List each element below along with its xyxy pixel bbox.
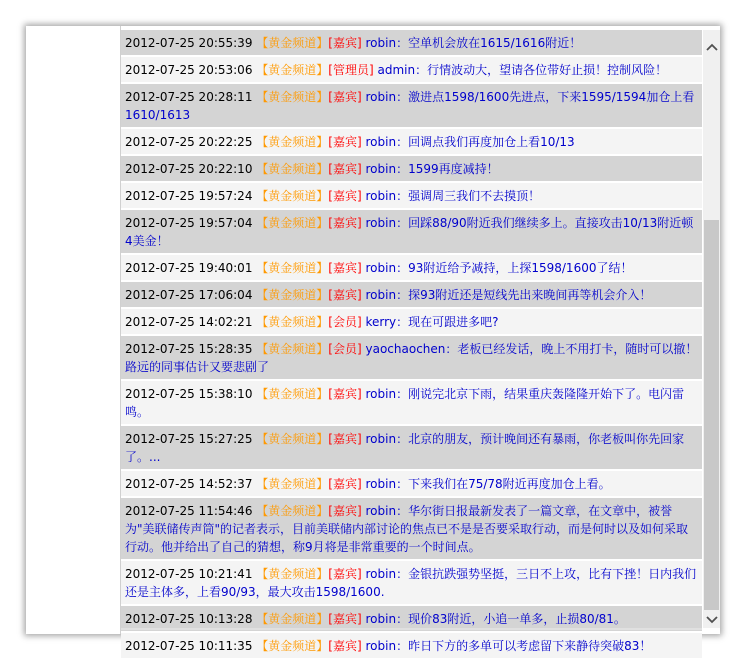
message-user[interactable]: robin: [365, 135, 397, 149]
message-text: ：探93附近还是短线先出来晚间再等机会介入！: [396, 288, 652, 302]
message-text: ：回调点我们再度加仓上看10/13: [396, 135, 575, 149]
message-user[interactable]: robin: [365, 162, 397, 176]
message-role: [嘉宾]: [328, 387, 362, 401]
message-channel: 【黄金频道】: [256, 135, 329, 149]
message-channel: 【黄金频道】: [256, 261, 329, 275]
feed-bottom-border: [121, 628, 702, 630]
message-channel: 【黄金频道】: [256, 288, 329, 302]
message-row: [121, 84, 702, 127]
message-role: [嘉宾]: [328, 216, 362, 230]
message-user[interactable]: robin: [365, 432, 397, 446]
message-channel: 【黄金频道】: [256, 36, 329, 50]
message-time: 2012-07-25 15:38:10: [125, 387, 253, 401]
message-role: [嘉宾]: [328, 36, 362, 50]
message-role: [嘉宾]: [328, 639, 362, 653]
message-row: [121, 129, 702, 154]
message-role: [嘉宾]: [328, 90, 362, 104]
message-row: [121, 30, 702, 55]
vertical-scrollbar[interactable]: [703, 30, 720, 628]
message-text: ：空单机会放在1615/1616附近！: [396, 36, 582, 50]
message-channel: 【黄金频道】: [256, 567, 329, 581]
message-time: 2012-07-25 20:22:10: [125, 162, 253, 176]
message-text: ：昨日下方的多单可以考虑留下来静待突破83！: [396, 639, 652, 653]
message-row: [121, 309, 702, 334]
message-time: 2012-07-25 17:06:04: [125, 288, 253, 302]
message-text: ：金银抗跌强势坚挺，三日不上攻，比有下挫！日内我们还是主体多，上看90/93，最大攻击1598/1600.: [125, 567, 697, 599]
message-channel: 【黄金频道】: [256, 477, 329, 491]
message-time: 2012-07-25 15:28:35: [125, 342, 253, 356]
chevron-up-icon[interactable]: [703, 38, 720, 55]
message-row: [121, 282, 702, 307]
message-feed[interactable]: [121, 30, 702, 653]
message-role: [嘉宾]: [328, 162, 362, 176]
message-row: [121, 498, 702, 559]
message-role: [嘉宾]: [328, 612, 362, 626]
message-role: [嘉宾]: [328, 504, 362, 518]
message-time: 2012-07-25 20:53:06: [125, 63, 253, 77]
message-role: [会员]: [328, 315, 362, 329]
message-user[interactable]: robin: [365, 36, 397, 50]
message-user[interactable]: robin: [365, 261, 397, 275]
message-role: [嘉宾]: [328, 288, 362, 302]
message-role: [嘉宾]: [328, 189, 362, 203]
message-row: [121, 426, 702, 469]
message-time: 2012-07-25 10:13:28: [125, 612, 253, 626]
message-row: [121, 633, 702, 658]
message-channel: 【黄金频道】: [256, 162, 329, 176]
message-row: [121, 336, 702, 379]
chat-window: [26, 26, 720, 653]
message-role: [会员]: [328, 342, 362, 356]
message-time: 2012-07-25 10:11:35: [125, 639, 253, 653]
message-time: 2012-07-25 20:28:11: [125, 90, 253, 104]
message-user[interactable]: robin: [365, 288, 397, 302]
message-channel: 【黄金频道】: [256, 342, 329, 356]
message-user[interactable]: robin: [365, 387, 397, 401]
message-row: [121, 210, 702, 253]
message-role: [嘉宾]: [328, 432, 362, 446]
message-text: ：行情波动大，望请各位带好止损！控制风险！: [415, 63, 668, 77]
message-text: ：回踩88/90附近我们继续多上。直接攻击10/13附近顿4美金！: [125, 216, 694, 248]
message-user[interactable]: robin: [365, 639, 397, 653]
message-text: ：刚说完北京下雨，结果重庆轰隆隆开始下了。电闪雷鸣。: [125, 387, 685, 419]
message-time: 2012-07-25 20:55:39: [125, 36, 253, 50]
message-time: 2012-07-25 20:22:25: [125, 135, 253, 149]
message-time: 2012-07-25 19:57:04: [125, 216, 253, 230]
message-time: 2012-07-25 14:52:37: [125, 477, 253, 491]
message-channel: 【黄金频道】: [256, 387, 329, 401]
scrollbar-thumb[interactable]: [704, 220, 719, 610]
message-user[interactable]: robin: [365, 90, 397, 104]
message-user[interactable]: robin: [365, 504, 397, 518]
message-time: 2012-07-25 14:02:21: [125, 315, 253, 329]
message-user[interactable]: robin: [365, 477, 397, 491]
message-time: 2012-07-25 19:57:24: [125, 189, 253, 203]
chevron-down-icon[interactable]: [703, 611, 720, 628]
message-text: ：激进点1598/1600先进点，下来1595/1594加仓上看1610/1613: [125, 90, 695, 122]
message-role: [嘉宾]: [328, 477, 362, 491]
message-text: ：北京的朋友，预计晚间还有暴雨，你老板叫你先回家了。...: [125, 432, 685, 464]
message-channel: 【黄金频道】: [256, 504, 329, 518]
message-text: ：华尔街日报最新发表了一篇文章，在文章中，被誉为"美联储传声筒"的记者表示，目前美联储内部讨论的焦点已不是是否要采取行动，而是何时以及如何采取行动。他并给出了自己的猜想，称9月将是非常重要的一个时间点。: [125, 504, 689, 554]
message-time: 2012-07-25 15:27:25: [125, 432, 253, 446]
message-user[interactable]: robin: [365, 189, 397, 203]
message-user[interactable]: admin: [377, 63, 416, 77]
message-channel: 【黄金频道】: [256, 216, 329, 230]
message-channel: 【黄金频道】: [256, 432, 329, 446]
message-channel: 【黄金频道】: [256, 639, 329, 653]
message-user[interactable]: robin: [365, 216, 397, 230]
message-text: ：强调周三我们不去摸顶！: [396, 189, 541, 203]
message-time: 2012-07-25 11:54:46: [125, 504, 253, 518]
message-user[interactable]: robin: [365, 567, 397, 581]
message-user[interactable]: yaochaochen: [365, 342, 446, 356]
message-text: ：下来我们在75/78附近再度加仓上看。: [396, 477, 611, 491]
message-role: [嘉宾]: [328, 135, 362, 149]
message-row: [121, 471, 702, 496]
message-role: [管理员]: [328, 63, 374, 77]
message-role: [嘉宾]: [328, 567, 362, 581]
message-text: ：1599再度减持！: [396, 162, 499, 176]
message-channel: 【黄金频道】: [256, 90, 329, 104]
message-role: [嘉宾]: [328, 261, 362, 275]
message-row: [121, 561, 702, 604]
message-user[interactable]: kerry: [365, 315, 397, 329]
message-text: ：93附近给予减持，上探1598/1600了结！: [396, 261, 633, 275]
message-row: [121, 255, 702, 280]
message-channel: 【黄金频道】: [256, 612, 329, 626]
message-channel: 【黄金频道】: [256, 189, 329, 203]
message-row: [121, 183, 702, 208]
message-user[interactable]: robin: [365, 612, 397, 626]
message-text: ：现价83附近，小追一单多，止损80/81。: [396, 612, 626, 626]
message-channel: 【黄金频道】: [256, 315, 329, 329]
message-text: ：老板已经发话，晚上不用打卡，随时可以撤！路远的同事估计又要悲剧了: [125, 342, 698, 374]
message-row: [121, 381, 702, 424]
message-row: [121, 156, 702, 181]
message-text: ：现在可跟进多吧?: [396, 315, 499, 329]
message-time: 2012-07-25 10:21:41: [125, 567, 253, 581]
message-row: [121, 57, 702, 82]
message-channel: 【黄金频道】: [256, 63, 329, 77]
message-time: 2012-07-25 19:40:01: [125, 261, 253, 275]
left-panel: [26, 26, 120, 634]
